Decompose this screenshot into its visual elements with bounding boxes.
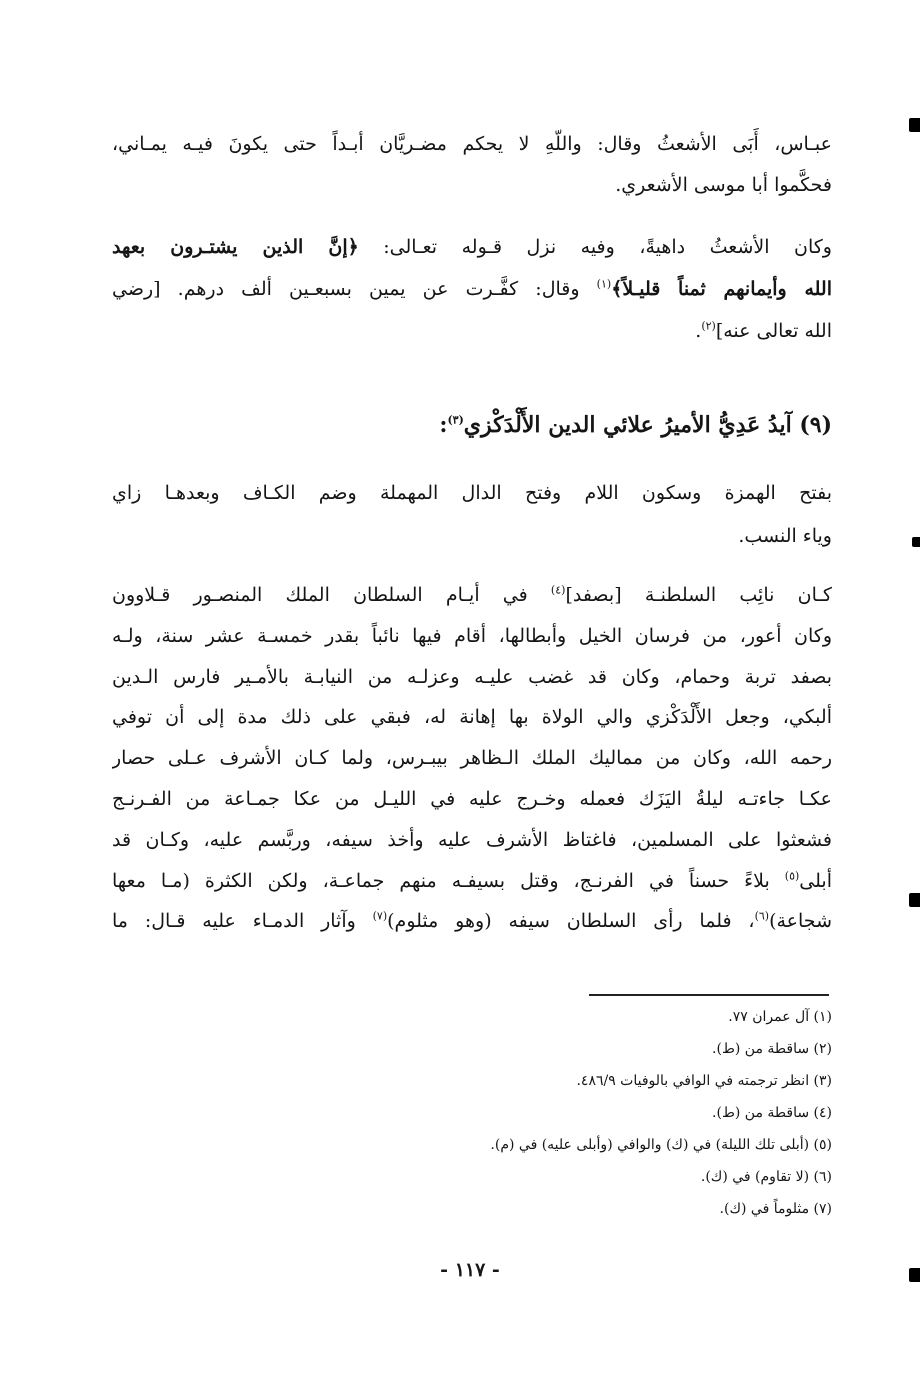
text-line: فحكَّموا أبا موسى الأشعري. [615, 174, 832, 196]
footnote-ref: (٧) [372, 910, 388, 924]
footnote: (٦) (لا تقاوم) في (ك). [700, 1169, 832, 1185]
text-line: رحمه الله، وكان من مماليك الملك الـظاهر بيبـرس، ولما كـان الأشرف عـلى حصار [112, 747, 832, 770]
paragraph [112, 226, 832, 352]
quran-quote: ﴿إنَّ الذين يشتـرون بعهد [112, 236, 359, 258]
text-line: ألبكي، وجعل الأَلْدَكْزي والي الولاة بها إهانة له، فبقي على ذلك مدة إلى أن توفي [112, 706, 832, 729]
text-line: وكان الأشعثُ داهيةً، وفيه نزل قـوله تعـالى: ﴿إنَّ الذين يشتـرون بعهد [112, 236, 832, 258]
footnote-ref: (٦) [754, 910, 770, 924]
text-line: فشعثوا على المسلمين، فاغتاظ الأشرف عليه وأخذ سيفه، وربَّسم عليه، وكـان قد [112, 828, 832, 851]
text-line: عكـا جاءتـه ليلةُ اليَزَك فعمله وخـرج عليه في الليـل من عكا جمـاعة من الفـرنـج [112, 787, 832, 810]
binding-mark [912, 537, 920, 547]
footnote: (٣) انظر ترجمته في الوافي بالوفيات ٤٨٦/٩. [576, 1073, 832, 1089]
footnote-ref: (٢) [701, 319, 716, 333]
footnote-ref: (٥) [784, 869, 800, 883]
footnote-ref: (١) [596, 277, 612, 291]
text-line: أبلى$^{(٥)}$ بلاءً حسناً في الفرنـج، وقتل بسيفـه منهم جماعـة، ولكن الكثرة (مـا معها [112, 869, 832, 892]
footnote: (١) آل عمران ٧٧. [728, 1009, 832, 1025]
section-heading: (٩) آيدُ عَدِيُّ الأميرُ علائي الدين الأَلْدَكْزي$^{(٣)}$: [439, 412, 832, 438]
heading-text: (٩) آيدُ عَدِيُّ الأميرُ علائي الدين الأَلْدَكْزي [463, 412, 832, 438]
text-line: الله تعالى عنه]$^{(٢)}$. [695, 319, 832, 342]
paragraph [112, 575, 832, 942]
footnotes [300, 1001, 832, 1225]
footnote-ref: (٣) [447, 413, 464, 427]
footnote: (٧) مثلوماً في (ك). [719, 1201, 832, 1217]
paragraph [112, 124, 832, 206]
binding-mark [909, 893, 920, 907]
text-line: شجاعة)$^{(٦)}$، فلما رأى السلطان سيفه (وهو مثلوم)$^{(٧)}$ وآثار الدمـاء عليه قـال: ما [112, 910, 832, 933]
page-number: - ١١٧ - [440, 1259, 500, 1281]
binding-mark [909, 1268, 920, 1282]
text-line: عبـاس، أَبَى الأشعثُ وقال: واللّهِ لا يحكم مضـريَّان أبـداً حتى يكونَ فيـه يمـاني، [112, 133, 832, 155]
footnote-separator [589, 994, 829, 996]
paragraph [112, 472, 832, 558]
quran-quote: الله وأيمانهم ثمناً قليـلاً﴾ [611, 278, 832, 300]
text-line: بصفد تربة وحمام، وكان قد غضب عليـه وعزلـه من النيابـة بالأمـير فارس الـدين [112, 665, 832, 688]
footnote: (٢) ساقطة من (ط). [712, 1041, 832, 1057]
text-line: بفتح الهمزة وسكون اللام وفتح الدال المهملة وضم الكـاف وبعدهـا زاي [112, 482, 832, 504]
text-line: الله وأيمانهم ثمناً قليـلاً﴾$^{(١)}$ وقال: كفَّـرت عن يمين بسبعـين ألف درهم. [رضي [112, 277, 832, 300]
text-line: وياء النسب. [738, 525, 832, 547]
footnote-ref: (٤) [550, 583, 566, 597]
text-line: وكان أعور، من فرسان الخيل وأبطالها، أقام فيها نائباً بقدر خمسـة عشر سنة، ولـه [112, 624, 832, 647]
text-line: كـان نائِب السلطنـة [بصفد]$^{(٤)}$ في أيـام السلطان الملك المنصـور قـلاوون [112, 583, 832, 606]
footnote: (٥) (أبلى تلك الليلة) في (ك) والوافي (وأبلى عليه) في (م). [490, 1137, 832, 1153]
binding-mark [909, 118, 920, 132]
footnote: (٤) ساقطة من (ط). [712, 1105, 832, 1121]
